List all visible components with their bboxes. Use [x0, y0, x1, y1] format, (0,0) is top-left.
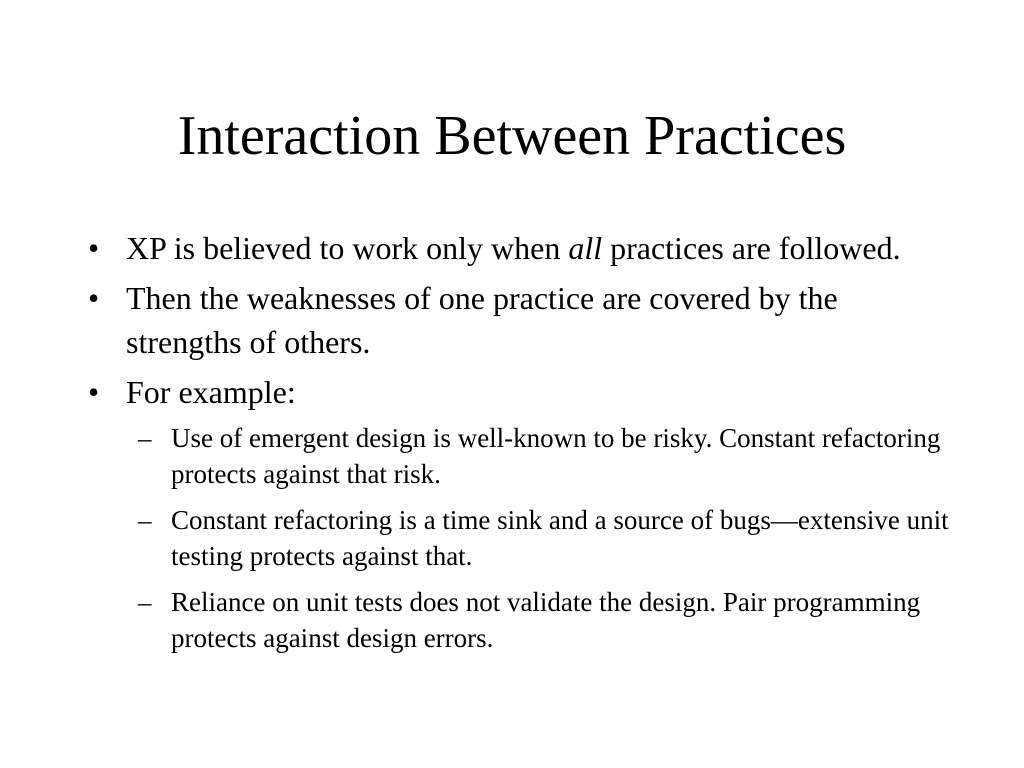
- sub-bullet-item: [126, 584, 960, 656]
- bullet-text: Then the weaknesses of one practice are covered by the strengths of others.: [126, 280, 838, 360]
- sub-bullet-marker: –: [138, 505, 152, 535]
- bullet-item: [80, 276, 960, 364]
- sub-bullet-item: [126, 420, 960, 492]
- sub-bullet-list: [126, 420, 960, 656]
- sub-bullet-text: Constant refactoring is a time sink and a source of bugs—extensive unit testing protects against that.: [171, 505, 949, 571]
- sub-bullet-text: Use of emergent design is well-known to be risky. Constant refactoring protects against that risk.: [171, 423, 941, 489]
- sub-bullet-marker: –: [138, 587, 152, 617]
- bullet-marker: •: [88, 230, 100, 266]
- bullet-marker: •: [88, 374, 100, 410]
- bullet-text-after: practices are followed.: [602, 230, 901, 266]
- slide-title: Interaction Between Practices: [177, 105, 847, 167]
- sub-bullet-item: [126, 502, 960, 574]
- bullet-text-emphasis: all: [568, 230, 603, 266]
- bullet-item: [80, 370, 960, 414]
- slide-body: [80, 226, 960, 666]
- sub-bullet-text: Reliance on unit tests does not validate the design. Pair programming protects against design errors.: [171, 587, 921, 653]
- bullet-text-before: XP is believed to work only when: [126, 230, 569, 266]
- bullet-marker: •: [88, 280, 100, 316]
- bullet-text: For example:: [126, 374, 296, 410]
- bullet-item: [80, 226, 960, 270]
- sub-bullet-marker: –: [138, 423, 152, 453]
